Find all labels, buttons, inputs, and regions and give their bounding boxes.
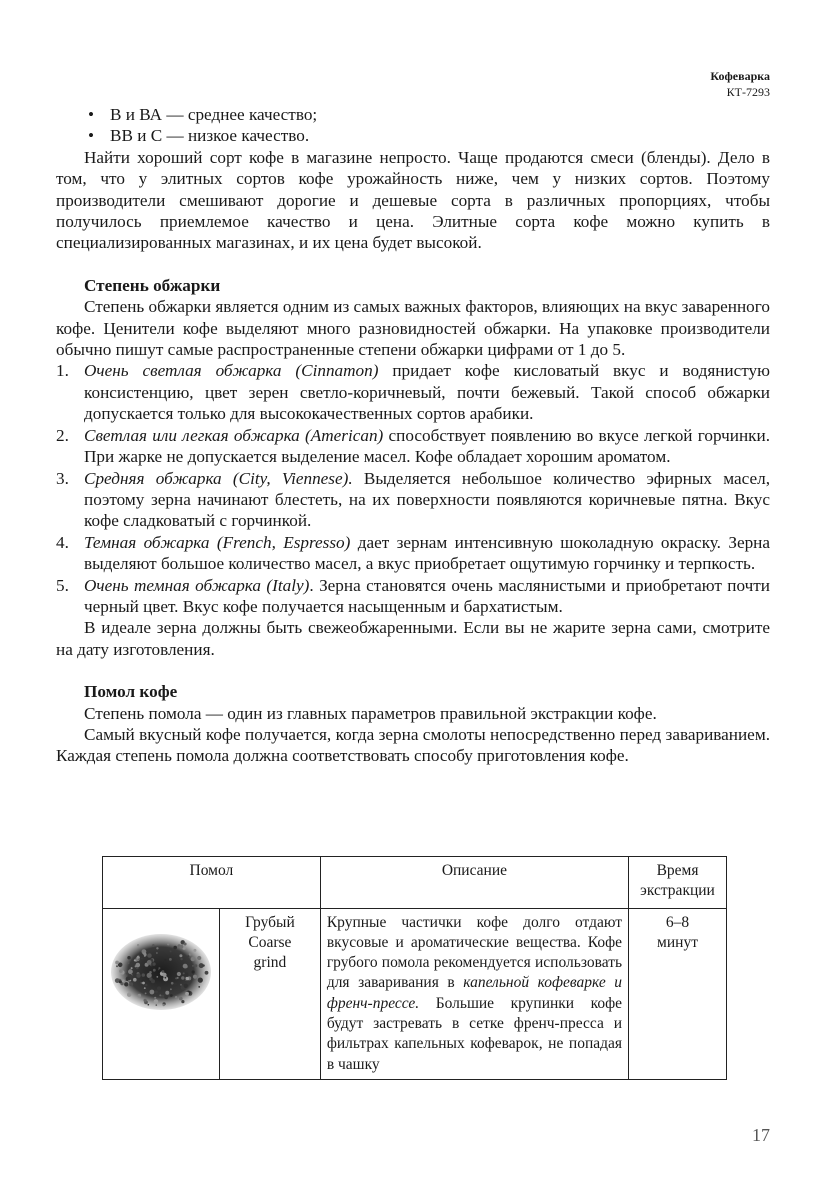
grind-description-cell	[320, 908, 628, 1079]
roast-name: Темная обжарка (French, Espresso)	[84, 532, 351, 552]
page-body	[56, 104, 770, 767]
extraction-time-unit: минут	[657, 933, 698, 951]
header-description: Описание	[320, 857, 628, 909]
grind-image-cell	[103, 908, 220, 1079]
running-head-title: Кофеварка	[710, 69, 770, 83]
intro-paragraph: Найти хороший сорт кофе в магазине непросто. Чаще продаются смеси (бленды). Дело в том, что у элитных сортов кофе урожайность ниже, чем у низких сортов. Поэтому производители смешивают дорогие и дешевые сорта в различных пропорциях, чтобы получилось приемлемое качество и цена. Элитные сорта кофе можно купить в специализированных магазинах, и их цена будет высокой.	[56, 147, 770, 253]
bullet-text: ВВ и С — низкое качество.	[110, 126, 310, 146]
extraction-time-cell	[629, 908, 727, 1079]
roast-outro-paragraph: В идеале зерна должны быть свежеобжаренными. Если вы не жарите зерна сами, смотрите на дату изготовления.	[56, 618, 770, 659]
section-gap	[56, 254, 770, 275]
header-grind: Помол	[103, 857, 321, 909]
roast-name: Средняя обжарка (City, Viennese).	[84, 468, 353, 488]
grind-name-ru: Грубый	[245, 913, 295, 931]
page-number: 17	[752, 1125, 770, 1145]
running-head	[710, 68, 770, 100]
list-number: 4.	[56, 532, 69, 552]
roast-list-item	[56, 575, 770, 618]
roast-list-item	[56, 360, 770, 424]
roast-text: придает кофе кисловатый вкус и водянистую консистенцию, цвет зерен светло-коричневый, почти бежевый. Такой способ обжарки допускается только для высококачественных сортов арабики.	[84, 361, 770, 424]
bullet-mark: •	[88, 126, 95, 146]
bullet-text: В и ВА — среднее качество;	[110, 105, 318, 124]
roast-text: способствует появлению во вкусе легкой горчинки. При жарке не допускается выделение масел. Кофе обладает хорошим ароматом.	[84, 425, 770, 467]
roast-name: Очень темная обжарка (Italy)	[84, 575, 310, 595]
desc-text-before: Крупные частички кофе долго отдают вкусовые и ароматические вещества. Кофе грубого помола рекомендуется использовать для заваривания в	[326, 913, 623, 992]
roast-name: Очень светлая обжарка (Cinnamon)	[84, 361, 379, 381]
list-number: 5.	[56, 575, 69, 595]
desc-text-after: Большие крупинки кофе будут застревать в сетке френч-пресса и фильтрах капельных кофеварок, не попадая в чашку	[326, 994, 623, 1073]
desc-text-italic: капельной кофеварке и френч-прессе.	[326, 974, 623, 1012]
extraction-time-value: 6–8	[665, 913, 690, 931]
roast-text: Выделяется небольшое количество эфирных масел, поэтому зерна начинают блестеть, на их поверхности появляются коричневые пятна. Вкус кофе сладковатый с горчинкой.	[84, 468, 770, 531]
list-number: 2.	[56, 425, 69, 445]
roast-intro-paragraph: Степень обжарки является одним из самых важных факторов, влияющих на вкус заваренного кофе. Ценители кофе выделяют много разновидностей обжарки. На упаковке производители обычно пишут самые распространенные степени обжарки цифрами от 1 до 5.	[56, 297, 770, 360]
list-number: 3.	[56, 468, 69, 488]
grind-paragraph-2: Самый вкусный кофе получается, когда зерна смолоты непосредственно перед завариванием. Каждая степень помола должна соответствовать способу приготовления кофе.	[56, 724, 770, 766]
grind-paragraph-1: Степень помола — один из главных параметров правильной экстракции кофе.	[84, 703, 657, 723]
section-heading-grind: Помол кофе	[84, 682, 178, 702]
roast-list-item	[56, 425, 770, 468]
header-time-line1: Время	[656, 862, 699, 879]
bullet-mark: •	[88, 105, 95, 124]
roast-name: Светлая или легкая обжарка (American)	[84, 425, 384, 445]
roast-list-item	[56, 468, 770, 532]
grind-name-cell	[219, 908, 320, 1079]
list-number: 1.	[56, 361, 69, 381]
running-head-model: КТ-7293	[726, 85, 770, 99]
roast-text: дает зернам интенсивную шоколадную окраску. Зерна выделяют большое количество масел, а вкус приобретает ощутимую горчинку и терпкость.	[84, 532, 770, 574]
bullet-item	[56, 104, 770, 125]
grind-table	[102, 856, 727, 1080]
header-time-line2: экстракции	[640, 882, 715, 900]
coarse-coffee-grounds-image	[109, 929, 213, 1015]
header-extraction-time	[629, 857, 727, 909]
table-row	[103, 908, 727, 1079]
table-header-row	[103, 857, 727, 909]
roast-text: . Зерна становятся очень маслянистыми и приобретают почти черный цвет. Вкус кофе получается насыщенным и бархатистым.	[84, 575, 770, 616]
grind-name-en-line2: grind	[253, 954, 287, 972]
grind-name-en-line1: Coarse	[248, 933, 292, 951]
section-heading-roast: Степень обжарки	[84, 275, 221, 295]
section-gap	[56, 660, 770, 681]
roast-list-item	[56, 532, 770, 575]
bullet-item	[56, 125, 770, 146]
